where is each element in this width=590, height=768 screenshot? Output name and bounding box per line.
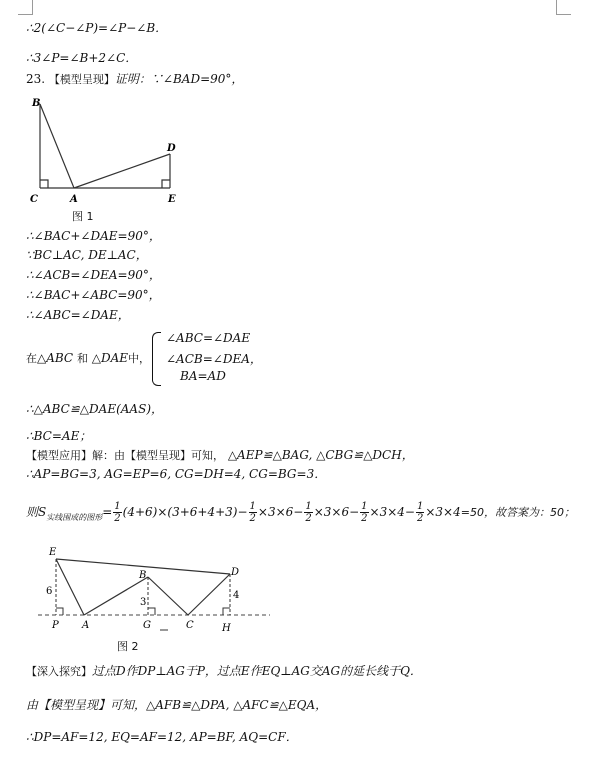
fig2-label-h: H [222, 623, 231, 634]
figure-2 [36, 544, 272, 636]
step-abc-sum: ∴∠BAC+∠ABC=90°， [26, 288, 161, 302]
system-brace [152, 332, 161, 386]
section-tag-model-apply: 【模型应用】 [26, 449, 92, 462]
application-congruences: △AEP≌△BAG, △CBG≌△DCH， [227, 448, 414, 462]
fig2-label-e: E [49, 547, 57, 558]
frac-half-1: $\frac{1}{2}$ [114, 501, 121, 524]
fig1-label-e: E [168, 194, 176, 205]
application-intro: 解：由【模型呈现】可知， [92, 449, 224, 462]
fig2-label-a: A [82, 620, 90, 631]
frac-half-5: $\frac{1}{2}$ [416, 501, 424, 524]
figure-1-caption: 图 1 [72, 210, 94, 223]
figure-2-caption: 图 2 [117, 640, 139, 653]
model-congruences-line: 由【模型呈现】可知，△AFB≌△DPA, △AFC≌△EQA， [26, 698, 328, 712]
area-symbol: 则S [26, 505, 47, 519]
intro-suffix: 中， [128, 352, 151, 365]
page-corner-mark-right [556, 0, 571, 15]
step-perpendicular: ∵BC⊥AC, DE⊥AC， [26, 248, 148, 262]
section-tag-explore: 【深入探究】 [26, 665, 92, 678]
explore-text: 过点D作DP⊥AG于P，过点E作EQ⊥AG交AG的延长线于Q． [92, 664, 422, 678]
question-number: 23. [26, 72, 46, 86]
condition-2: ∠ACB=∠DEA， [166, 352, 262, 366]
bc-equals-ae: ∴BC=AE； [26, 429, 92, 443]
fig1-label-b: B [32, 98, 41, 109]
condition-3: BA=AD [180, 369, 226, 383]
intro-triangle-dae: △DAE [91, 351, 129, 365]
section-tag-model-present: 【模型呈现】 [48, 73, 115, 86]
area-equals: = [102, 505, 113, 519]
area-result: =50，故答案为：50； [460, 506, 575, 519]
fig2-length-6: 6 [46, 586, 53, 597]
intro-and: 和 [76, 352, 88, 365]
area-formula: 则$S_{实线围成的图形}=$ $\frac{1}{2}$ (4+6)×(3+6+4+3)− $\frac{1}{2}$ ×3×6− $\frac{1}{2}$ ×3×6− $\frac{1}{2}$ ×3×4− $\frac{1}{2}$ ×3×4=50，故答案为：50； [26, 501, 575, 524]
line-2c-minus-p: ∴2(∠C−∠P)=∠P−∠B． [26, 21, 168, 35]
question-23-header [26, 71, 243, 88]
final-equalities-line: ∴DP=AF=12, EQ=AF=12, AP=BF, AQ=CF． [26, 730, 298, 744]
condition-1: ∠ABC=∠DAE [166, 331, 251, 345]
congruence-conclusion: ∴△ABC≌△DAE(AAS)， [26, 402, 163, 416]
fig1-label-a: A [70, 194, 78, 205]
frac-half-2: $\frac{1}{2}$ [249, 501, 256, 524]
fig1-label-d: D [167, 143, 176, 154]
explore-line [26, 663, 422, 680]
application-header [26, 447, 414, 464]
fig2-label-c: C [186, 620, 194, 631]
proof-start: 证明：∵∠BAD=90°， [114, 72, 244, 86]
fig2-label-d: D [231, 567, 240, 578]
triangle-intro [26, 350, 150, 367]
fig1-label-c: C [30, 194, 38, 205]
intro-triangle-abc: △ABC [37, 351, 74, 365]
step-right-angles: ∴∠ACB=∠DEA=90°， [26, 268, 161, 282]
intro-prefix: 在 [26, 352, 37, 365]
frac-half-4: $\frac{1}{2}$ [361, 501, 368, 524]
fig2-length-4: 4 [233, 590, 240, 601]
fig2-length-3: 3 [140, 597, 147, 608]
fig2-label-b: B [139, 570, 147, 581]
fig2-label-p: P [52, 620, 59, 631]
area-subscript: 实线围成的图形 [46, 513, 103, 522]
page-corner-mark-left [18, 0, 33, 15]
step-equal-angles: ∴∠ABC=∠DAE， [26, 308, 130, 322]
figure-1 [26, 96, 186, 208]
fig2-label-g: G [143, 620, 151, 631]
step-angle-sum: ∴∠BAC+∠DAE=90°， [26, 229, 161, 243]
application-values: ∴AP=BG=3, AG=EP=6, CG=DH=4, CG=BG=3． [26, 467, 327, 481]
frac-half-3: $\frac{1}{2}$ [305, 501, 312, 524]
line-3p: ∴3∠P=∠B+2∠C． [26, 51, 138, 65]
